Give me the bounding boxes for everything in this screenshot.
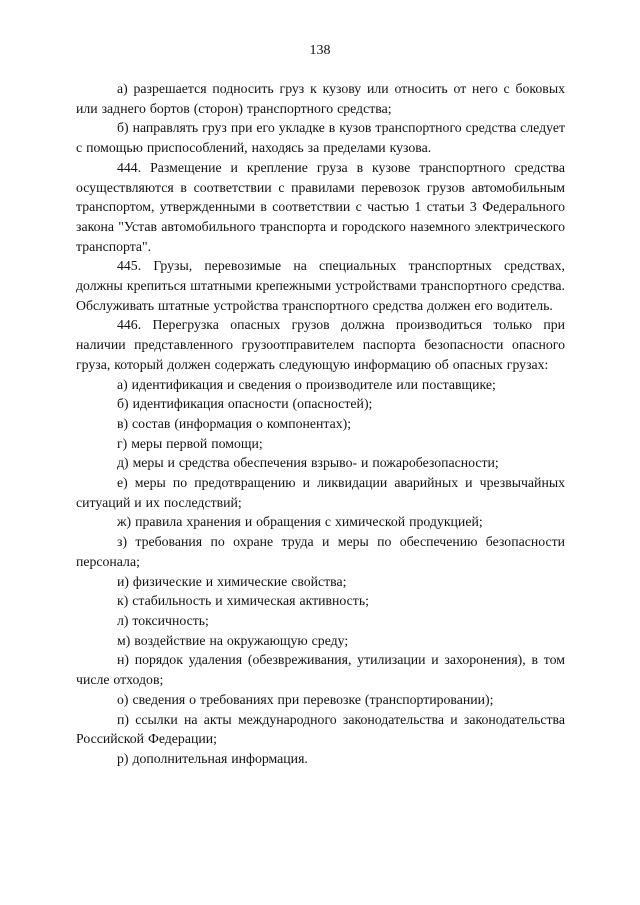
list-item-k: к) стабильность и химическая активность;: [117, 593, 369, 609]
list-item-p: п) ссылки на акты международного законодательства и законодательства Российской Федерации;: [76, 711, 565, 747]
list-item-d: д) меры и средства обеспечения взрыво- и пожаробезопасности;: [117, 455, 499, 471]
paragraph-446: 446. Перегрузка опасных грузов должна производиться только при наличии представленного грузоотправителем паспорта безопасности опасного груза, который должен содержать следующую информацию об опасных грузах:: [76, 317, 565, 372]
list-item-v: в) состав (информация о компонентах);: [117, 415, 352, 431]
list-item-l: л) токсичность;: [117, 612, 209, 628]
paragraph-clause-b-direct-cargo: б) направлять груз при его укладке в кузов транспортного средства следует с помощью приспособлений, находясь за пределами кузова.: [76, 120, 565, 156]
list-item-o: о) сведения о требованиях при перевозке (транспортировании);: [117, 691, 494, 707]
list-item-i: и) физические и химические свойства;: [117, 573, 347, 589]
list-item-e: е) меры по предотвращению и ликвидации аварийных и чрезвычайных ситуаций и их последствий;: [76, 475, 565, 510]
list-item-b: б) идентификация опасности (опасностей);: [117, 396, 373, 412]
list-item-r: р) дополнительная информация.: [117, 750, 308, 766]
list-item-zh: ж) правила хранения и обращения с химической продукцией;: [117, 514, 483, 530]
paragraph-444: 444. Размещение и крепление груза в кузове транспортного средства осуществляются в соответствии с правилами перевозок грузов автомобильным транспортом, утвержденными в соответствии с частью 1 статьи 3 Федерального закона "Устав автомобильного транспорта и городского наземного электрического транспорта".: [76, 159, 565, 254]
page-number: 138: [309, 43, 331, 58]
list-item-g: г) меры первой помощи;: [117, 435, 263, 451]
list-item-z: з) требования по охране труда и меры по обеспечению безопасности персонала;: [76, 534, 565, 569]
paragraph-clause-a-allowed: а) разрешается подносить груз к кузову или относить от него с боковых или заднего бортов (сторон) транспортного средства;: [76, 81, 565, 116]
document-body: [76, 79, 565, 769]
list-item-a: а) идентификация и сведения о производителе или поставщике;: [117, 376, 496, 392]
paragraph-445: 445. Грузы, перевозимые на специальных транспортных средствах, должны крепиться штатными крепежными устройствами транспортного средства. Обслуживать штатные устройства транспортного средства должен его водитель.: [76, 258, 565, 313]
list-item-n: н) порядок удаления (обезвреживания, утилизации и захоронения), в том числе отходов;: [76, 652, 565, 688]
list-item-m: м) воздействие на окружающую среду;: [117, 632, 349, 648]
